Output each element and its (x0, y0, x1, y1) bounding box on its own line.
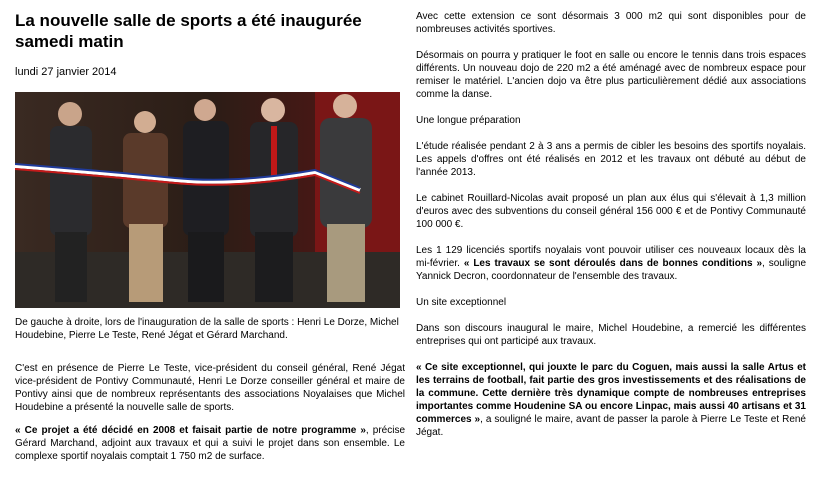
right-paragraph-7 (416, 361, 806, 439)
right-paragraph-4: Le cabinet Rouillard-Nicolas avait proposé un plan aux élus qui s'élevait à 1,3 million d'euros avec des subventions du conseil général 156 000 € et de Pontivy Communauté 100 000 €. (416, 193, 806, 230)
right-paragraph-6: Dans son discours inaugural le maire, Michel Houdebine, a remercié les différentes entreprises qui ont participé aux travaux. (416, 323, 806, 347)
right-paragraph-5 (416, 244, 806, 283)
right-paragraph-3: L'étude réalisée pendant 2 à 3 ans a permis de cibler les besoins des sportifs noyalais. Les appels d'offres ont été réalisés en 2012 et les travaux ont débuté au début de l'année 2013. (416, 141, 806, 178)
quote-decron: « Les travaux se sont déroulés dans de bonnes conditions » (463, 258, 763, 269)
left-paragraph-2 (15, 424, 405, 463)
article-date: lundi 27 janvier 2014 (15, 66, 117, 78)
p7-end: , a souligné le maire, avant de passer la parole à Pierre Le Teste et René Jégat. (416, 414, 806, 438)
inauguration-photo (15, 92, 400, 308)
right-paragraph-1: Avec cette extension ce sont désormais 3 000 m2 qui sont disponibles pour de nombreuses activités sportives. (416, 11, 806, 35)
right-paragraph-2: Désormais on pourra y pratiquer le foot en salle ou encore le tennis dans trois espaces différents. Un nouveau dojo de 220 m2 a été aménagé avec de nombreux espace pour remiser le matériel. L'ancien dojo va être plus particulièrement dédié aux associations comme la danse. (416, 50, 806, 100)
article-title: La nouvelle salle de sports a été inaugurée samedi matin (15, 11, 362, 51)
p5-end: , souligne Yannick Decron, coordonnateur de l'ensemble des travaux. (416, 258, 807, 282)
left-paragraph-1: C'est en présence de Pierre Le Teste, vice-président du conseil général, René Jégat vice-président de Pontivy Communauté, Henri Le Dorze conseiller général et maire de Pontivy ainsi que de nombreux représentants des associations Noyalaises que Michel Houdebine a présenté la nouvelle salle de sports. (15, 363, 405, 413)
left-paragraph-2-rest: , précise Gérard Marchand, adjoint aux travaux et qui a suivi le projet dans son ensemble. Le complexe sportif noyalais comptait 1 750 m2 de surface. (15, 425, 406, 462)
subheading-preparation: Une longue préparation (416, 115, 521, 126)
p5-start: Les 1 129 licenciés sportifs noyalais vont pouvoir utiliser ces nouveaux locaux dès la mi-février. (416, 245, 806, 269)
quote-houdebine: « Ce site exceptionnel, qui jouxte le parc du Coguen, mais aussi la salle Artus et les terrains de football, fait partie des gros investissements et des réalisations de la commune. Cette dernière très dynamique compte de nombreuses entreprises importantes comme Houdenine SA ou encore Linpac, mais aussi 40 artisans et 31 commerces » (416, 362, 806, 425)
left-column (15, 10, 405, 463)
photo-caption: De gauche à droite, lors de l'inauguration de la salle de sports : Henri Le Dorze, Michel Houdebine, Pierre Le Teste, René Jégat et Gérard Marchand. (15, 317, 399, 341)
subheading-site: Un site exceptionnel (416, 297, 507, 308)
right-column (416, 10, 806, 439)
photo-illustration (15, 92, 400, 308)
quote-marchand: « Ce projet a été décidé en 2008 et faisait partie de notre programme » (15, 425, 366, 436)
